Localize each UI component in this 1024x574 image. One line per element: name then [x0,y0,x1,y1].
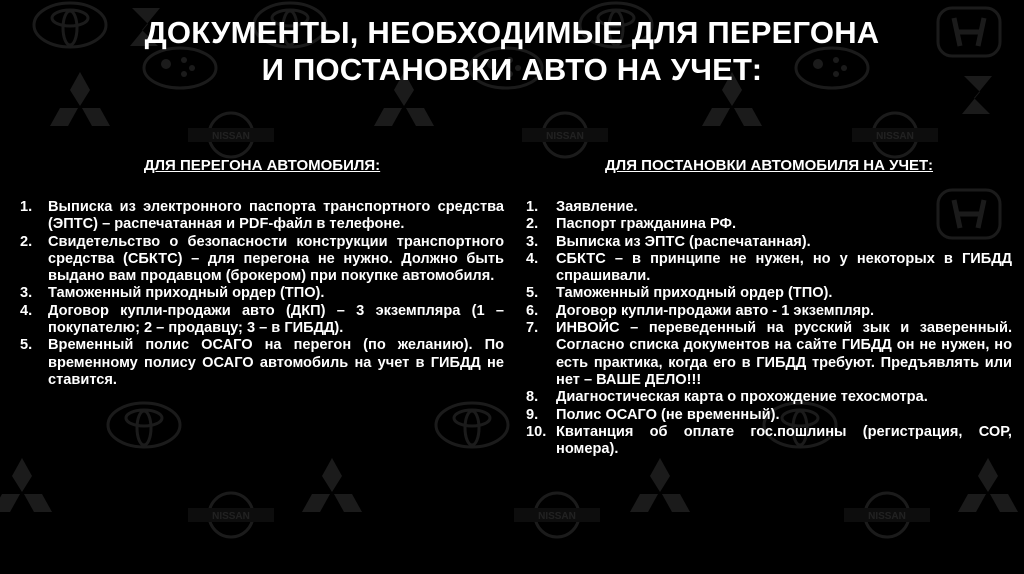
item-number: 5. [526,285,539,302]
item-number: 1. [20,199,33,215]
item-text: ИНВОЙС – переведенный на русский зык и заверенный. Согласно списка документов на сайте ГИБДД он не нужен, но есть практика, когда его в ГИБДД требуют. Предъявлять или нет – ВАШЕ ДЕЛО!!! [556,320,1012,388]
item-number: 4. [20,302,33,319]
list-item [526,389,1012,406]
item-text: Договор купли-продажи авто - 1 экземпляр. [556,302,875,319]
svg-text:NISSAN: NISSAN [876,131,914,142]
item-number: 3. [20,285,33,302]
item-text: Заявление. [556,199,638,215]
title-line-1: ДОКУМЕНТЫ, НЕОБХОДИМЫЕ ДЛЯ ПЕРЕГОНА [144,15,880,50]
item-number: 6. [526,302,539,319]
item-number: 2. [20,233,33,250]
list-item [20,234,504,286]
svg-text:NISSAN: NISSAN [212,511,250,522]
item-text: Таможенный приходный ордер (ТПО). [556,285,833,302]
list-item [526,407,1012,424]
list-item [526,216,1012,233]
item-number: 8. [526,389,539,406]
item-text: Временный полис ОСАГО на перегон (по желанию). По временному полису ОСАГО автомобиль на учет в ГИБДД не ставится. [48,337,504,388]
item-text: Полис ОСАГО (не временный). [556,406,780,423]
list-item [526,320,1012,389]
item-text: Свидетельство о безопасности конструкции транспортного средства (СБКТС) – для перегона не нужно. Должно быть выдано вам продавцом (брокером) при покупке автомобиля. [48,233,504,285]
left-column-heading: ДЛЯ ПЕРЕГОНА АВТОМОБИЛЯ: [143,157,381,174]
list-item [526,424,1012,459]
svg-text:NISSAN: NISSAN [538,511,576,522]
slide-title [0,14,1024,88]
list-item [20,285,504,302]
list-item [526,251,1012,286]
item-text: Квитанция об оплате гос.пошлины (регистрация, СОР, номера). [556,423,1012,458]
item-number: 7. [526,320,539,337]
item-text: СБКТС – в принципе не нужен, но у некоторых в ГИБДД спрашивали. [556,250,1012,285]
item-number: 9. [526,406,539,423]
item-text: Паспорт гражданина РФ. [556,216,737,233]
item-text: Договор купли-продажи авто (ДКП) – 3 экземпляра (1 – покупателю; 2 – продавцу; 3 – в ГИБДД). [48,302,504,337]
right-column [526,157,1012,458]
list-item [526,303,1012,320]
list-item [526,234,1012,251]
item-number: 5. [20,337,33,354]
item-text: Выписка из ЭПТС (распечатанная). [556,233,811,250]
right-document-list [526,199,1012,458]
svg-text:NISSAN: NISSAN [212,131,250,142]
list-item [526,199,1012,216]
title-line-2: И ПОСТАНОВКИ АВТО НА УЧЕТ: [261,52,763,87]
left-column [20,157,504,389]
svg-text:NISSAN: NISSAN [546,131,584,142]
item-number: 10. [526,423,547,440]
right-column-heading: ДЛЯ ПОСТАНОВКИ АВТОМОБИЛЯ НА УЧЕТ: [605,157,933,174]
left-document-list [20,199,504,389]
list-item [20,199,504,234]
item-text: Выписка из электронного паспорта транспортного средства (ЭПТС) – распечатанная и PDF-файл в телефоне. [48,199,504,233]
svg-text:NISSAN: NISSAN [868,511,906,522]
list-item [20,337,504,389]
item-number: 4. [526,250,539,267]
item-number: 2. [526,216,539,233]
item-number: 3. [526,233,539,250]
list-item [20,303,504,338]
item-text: Диагностическая карта о прохождение техосмотра. [556,389,928,406]
list-item [526,285,1012,302]
item-number: 1. [526,199,539,215]
item-text: Таможенный приходный ордер (ТПО). [48,285,325,302]
